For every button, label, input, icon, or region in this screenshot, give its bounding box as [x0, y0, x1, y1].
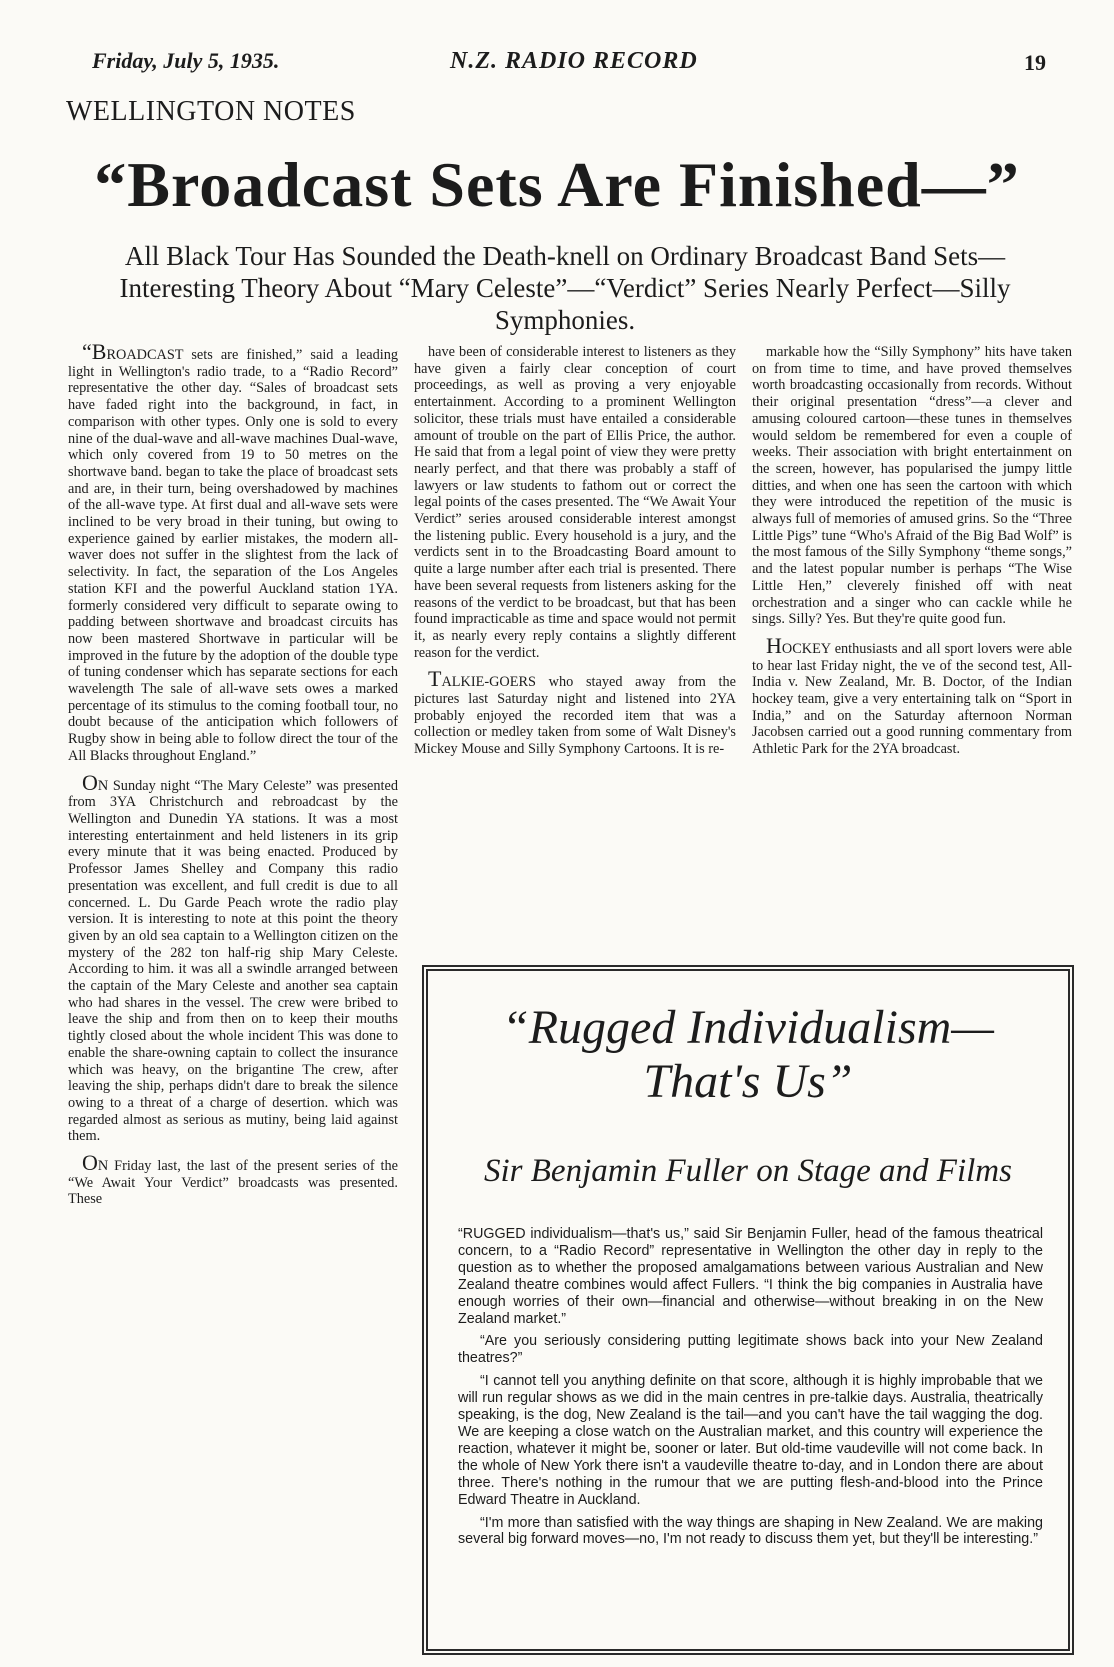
publication-title: N.Z. RADIO RECORD: [450, 48, 698, 74]
section-label: WELLINGTON NOTES: [66, 96, 356, 127]
paragraph-talkie-goers: TALKIE-GOERS who stayed away from the pictures last Saturday night and listened into 2YA probably enjoyed the recorded item that was a collection or medley taken from some of Walt Disney's Mickey Mouse and Silly Symphony Cartoons. It is re-: [414, 666, 736, 758]
headline: “Broadcast Sets Are Finished—”: [94, 149, 1020, 220]
paragraph-silly-symphony: markable how the “Silly Symphony” hits have taken on from time to time, and have proved themselves worth broadcasting occasionally from records. Without their original presentation “dress”—a clever and amusing coloured cartoon—these tunes in themselves would seldom be remembered for even a couple of weeks. Their association with bright entertainment on the screen, however, has popularised the jumpy little ditties, and when one has seen the cartoon with which they were introduced the repetition of the music is always full of memories of amused grins. So the “Three Little Pigs” tune “Who's Afraid of the Big Bad Wolf” is the most famous of the Silly Symphony “theme songs,” and the latest popular number is perhaps “The Wise Little Hen,” cleverely finished off with neat orchestration and a singer who can cackle while he sings. Silly? Yes. But they're quite good fun.: [752, 344, 1073, 628]
paragraph-verdict-series: ON Friday last, the last of the present series of the “We Await Your Verdict” broadcasts was presented. These: [68, 1150, 398, 1208]
paragraph-radio-trade: “BROADCAST sets are finished,” said a leading light in Wellington's radio trade, to a “Radio Record” representative the other day. “Sales of broadcast sets have faded right into the background, in fact, in comparison with other types. Only one is sold to every nine of the dual-wave and all-wave machines Dual-wave, which only covered from 19 to 50 metres on the shortwave band. began to take the place of broadcast sets and are, in their turn, being overshadowed by machines of the all-wave type. At first dual and all-wave sets were inclined to be very broad in their tuning, but owing to experience gained by earlier mistakes, the modern all-waver does not suffer in the slightest from the lack of selectivity. In fact, the separation of the Los Angeles station KFI and the powerful Auckland station 1YA. formerly considered very difficult to separate owing to padding between shortwave and broadcast circuits has now been mastered Shortwave in particular will be improved in the future by the adoption of the double type of tuning condenser which has separate sections for each wavelength The sale of all-wave sets owes a marked percentage of its stimulus to the coming football tour, no doubt because of the anticipation which followers of Rugby show in being able to follow direct the tour of the All Blacks throughout England.”: [68, 339, 398, 764]
boxed-paragraph-3: “I cannot tell you anything definite on that score, although it is highly improbable that we will run regular shows as we did in the main centres in pre-talkie days. Australia, theatrically speaking, is the dog, New Zealand is the tail—and you can't have the tail wagging the dog. We are keeping a close watch on the Australian market, and this country will experience the reaction, whatever it might be, sooner or later. But old-time vaudeville will not come back. In the whole of New York there isn't a vaudeville theatre to-day, and in London there are about three. There's nothing in the rumour that we are putting flesh-and-blood into the Prince Edward Theatre in Auckland.: [458, 1373, 1043, 1508]
paragraph-hockey: HOCKEY enthusiasts and all sport lovers were able to hear last Friday night, the ve of the second test, All-India v. New Zealand, Mr. B. Doctor, of the Indian hockey team, give a very entertaining talk on “Sport in India,” and on the Saturday afternoon Norman Jacobsen carried out a good running commentary from Athletic Park for the 2YA broadcast.: [752, 632, 1072, 758]
boxed-article-title: “Rugged Individualism— That's Us”: [502, 1001, 994, 1108]
paragraph-mary-celeste: ON Sunday night “The Mary Celeste” was presented from 3YA Christchurch and rebroadcast by the Wellington and Dunedin YA stations. It was a most interesting entertainment and held listeners in its grip every minute that it was being enacted. Produced by Professor James Shelley and Company this radio presentation was excellent, and full credit is due to all concerned. L. Du Garde Peach wrote the radio play version. It is interesting to note at this point the theory given by an old sea captain to a Wellington citizen on the mystery of the 282 ton half-rig ship Mary Celeste. According to him. it was all a swindle arranged between the captain of the Mary Celeste and another sea captain who had shares in the vessel. The crew were bribed to leave the ship and from then on to keep their mouths tightly closed about the whole incident This was done to enable the share-owning captain to collect the insurance which was heavy, on the brigantine The crew, after leaving the ship, perhaps didn't dare to break the silence owing to a threat of a charge of desertion. which was regarded almost as serious as mutiny, being laid against them.: [68, 769, 398, 1145]
boxed-article-body: [458, 1226, 1043, 1554]
boxed-paragraph-4: “I'm more than satisfied with the way things are shaping in New Zealand. We are making several big forward moves—no, I'm not ready to discuss them yet, but they'll be interesting.”: [458, 1514, 1043, 1548]
boxed-article-subtitle: Sir Benjamin Fuller on Stage and Films: [484, 1153, 1012, 1189]
subheadline: All Black Tour Has Sounded the Death-knell on Ordinary Broadcast Band Sets—Interesting Theory About “Mary Celeste”—“Verdict” Series Nearly Perfect—Silly Symphonies.: [119, 241, 1011, 335]
boxed-paragraph-2: “Are you seriously considering putting legitimate shows back into your New Zealand theatres?”: [458, 1333, 1043, 1367]
article-column-3: [752, 344, 1072, 768]
boxed-paragraph-1: “RUGGED individualism—that's us,” said Sir Benjamin Fuller, head of the famous theatrical concern, to a “Radio Record” representative in Wellington the other day in reply to the question as to whether the proposed amalgamations between various Australian and New Zealand theatre combines would affect Fullers. “I think the big companies in Australia have enough worries of their own—financial and otherwise—without breaking in on the New Zealand market.”: [458, 1226, 1043, 1327]
running-head: [0, 48, 1114, 82]
issue-date: Friday, July 5, 1935.: [92, 48, 280, 73]
article-column-2: [414, 344, 736, 768]
page-number: 19: [1024, 50, 1046, 75]
boxed-article: [422, 965, 1074, 1655]
paragraph-verdict-continued: have been of considerable interest to listeners as they have given a fairly clear conception of court proceedings, as well as proving a very enjoyable entertainment. According to a prominent Wellington solicitor, these trials must have entailed a considerable amount of trouble on the part of Ellis Price, the author. He said that from a legal point of view they were pretty nearly perfect, and that there was probably a staff of lawyers or law students to fathom out or correct the legal points of the cases presented. The “We Await Your Verdict” series aroused considerable interest amongst the listening public. Every household is a jury, and the verdicts sent in to the Broadcasting Board amount to quite a large number after each trial is presented. There have been several requests from listeners asking for the reasons of the verdict to be broadcast, but that has been found impracticable as time and space would not permit it, as nearly every reply contains a slightly different reason for the verdict.: [414, 344, 736, 661]
article-column-1: [68, 339, 398, 1218]
